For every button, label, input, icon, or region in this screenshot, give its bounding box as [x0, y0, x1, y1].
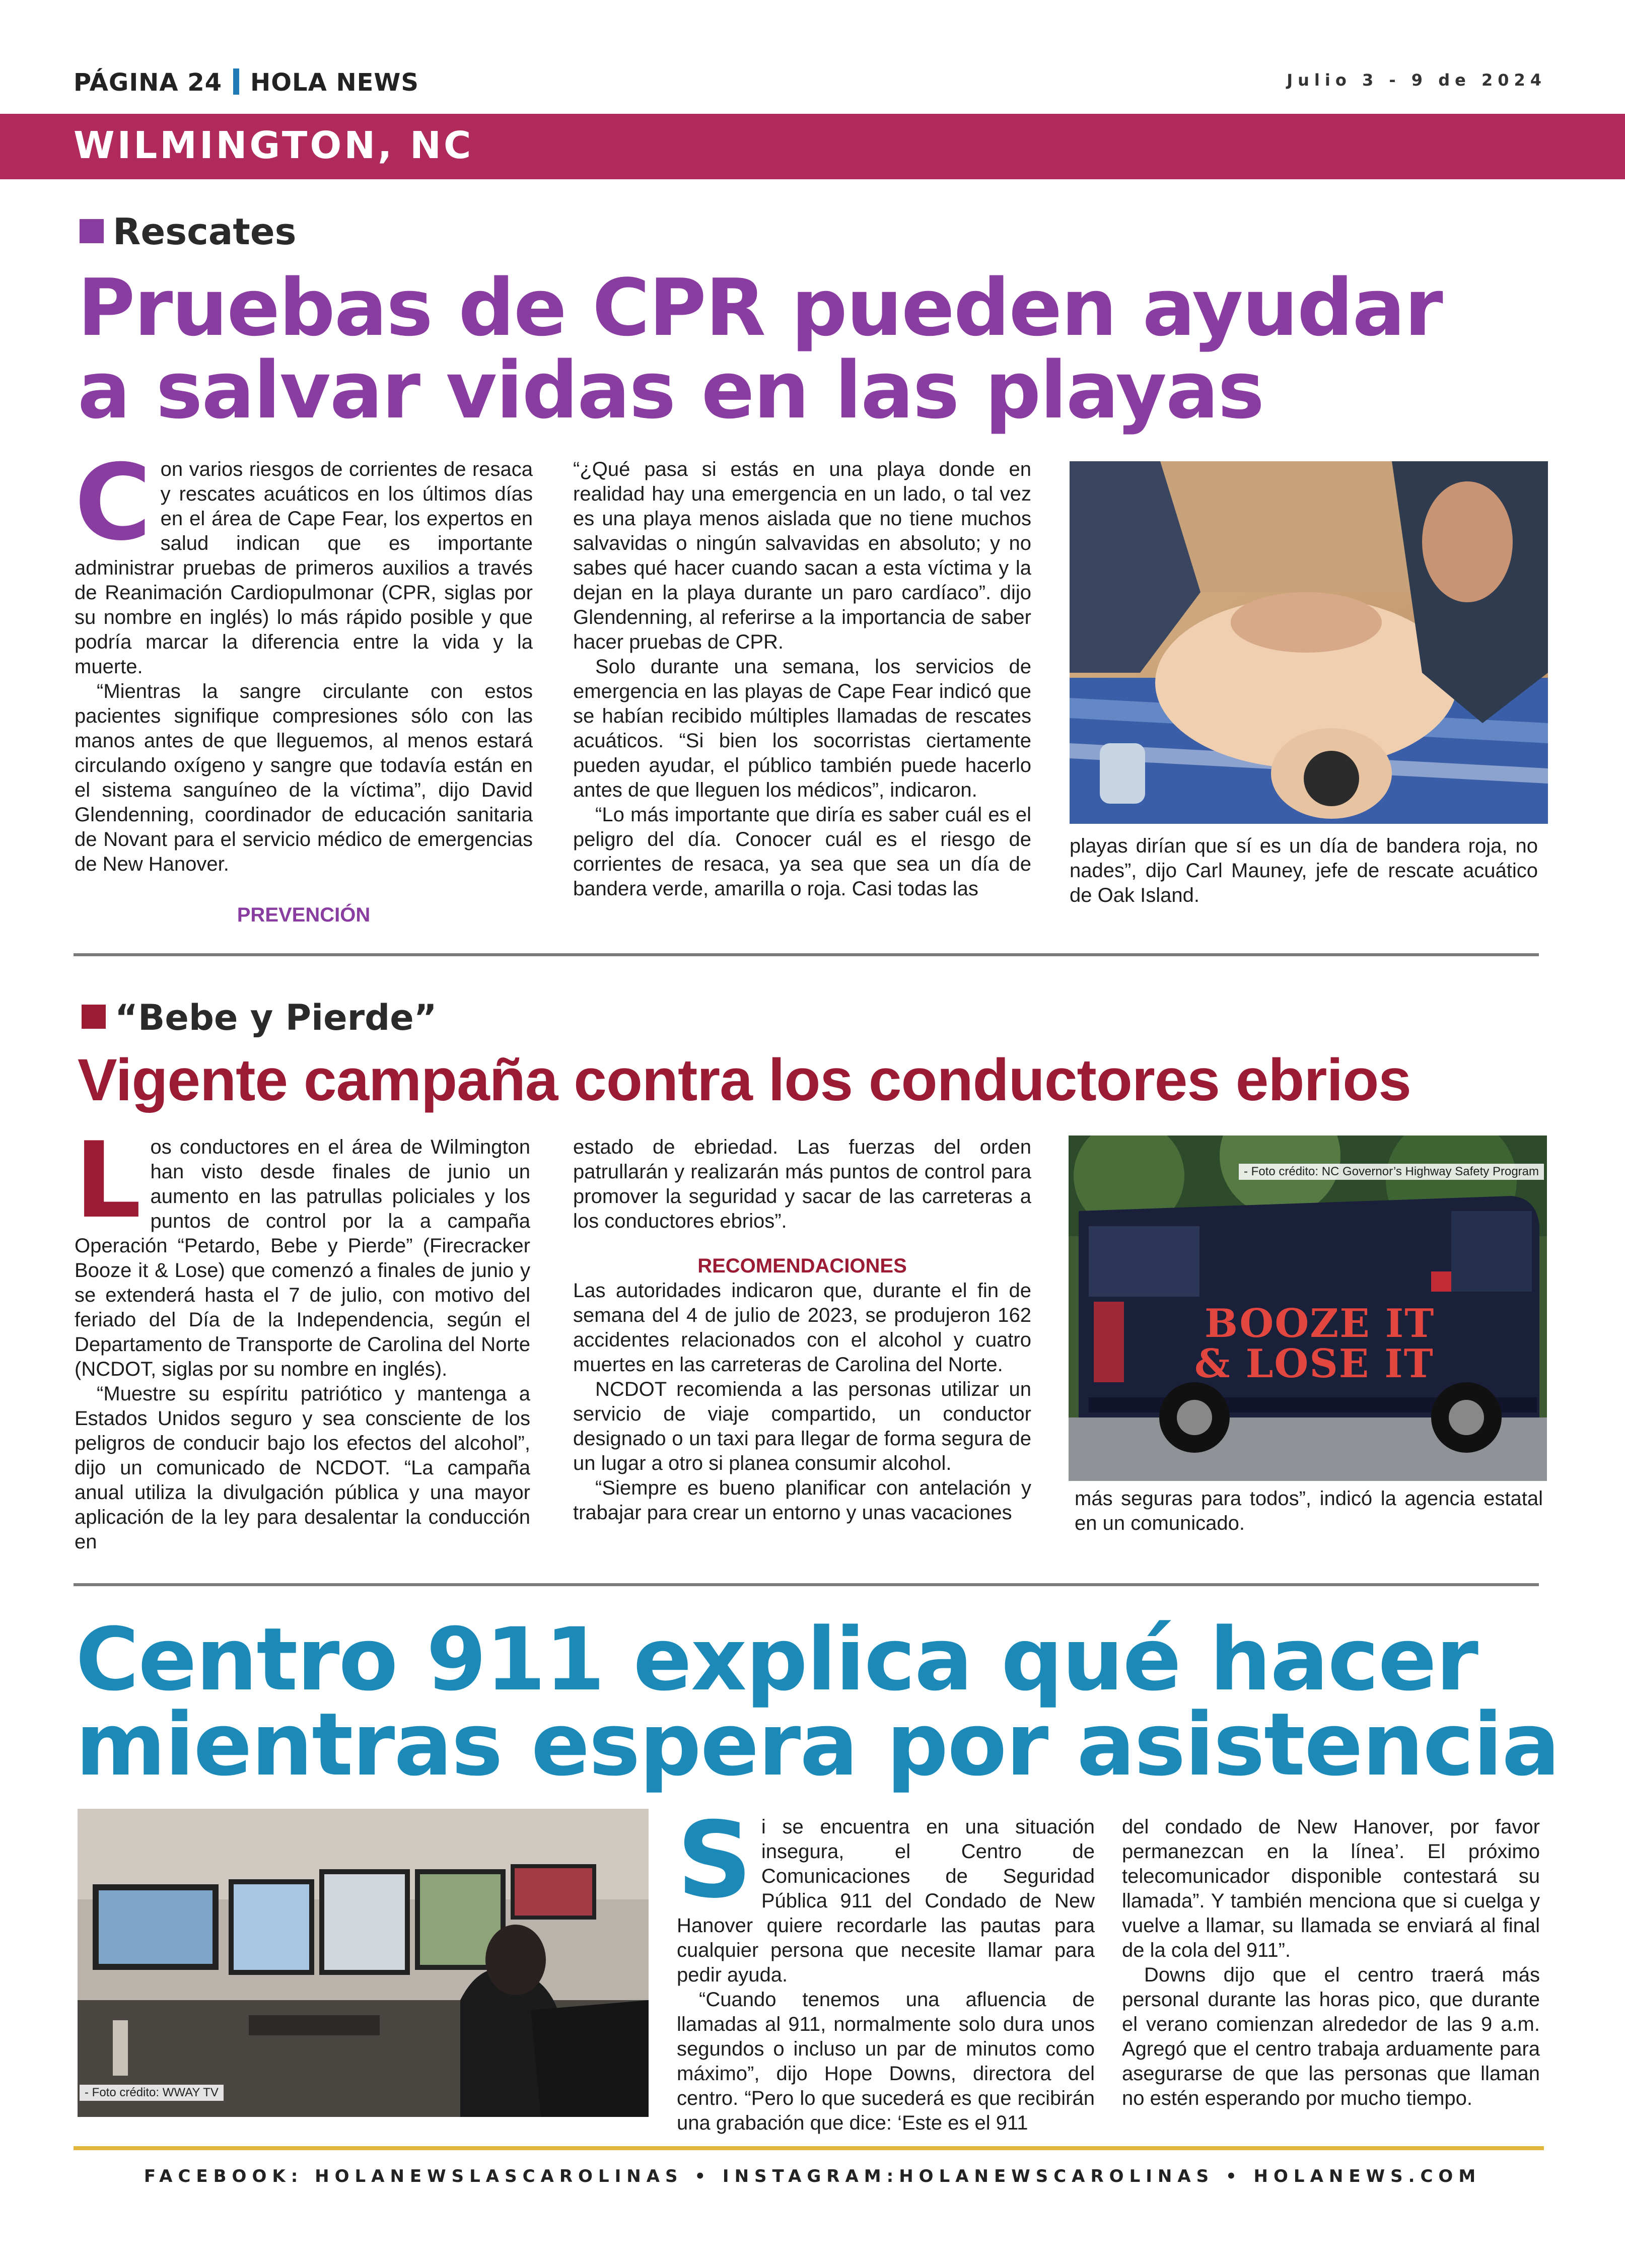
article3-paragraph: Downs dijo que el centro traerá más personal durante las horas pico, que durante el verano comienzan alrededor de las 9 a.m. Agregó que el centro trabaja arduamente para asegurarse de que las personas que llaman no estén esperando por mucho tiempo.	[1122, 1964, 1540, 2109]
article3-headline-line2: mientras espera por asistencia	[76, 1693, 1560, 1795]
article1-column1	[75, 442, 533, 928]
section-divider	[74, 953, 1539, 956]
issue-date: Julio 3 - 9 de 2024	[1287, 70, 1546, 90]
booze-it-bus-photo	[1069, 1136, 1547, 1481]
article2-paragraph: más seguras para todos”, indicó la agencia estatal en un comunicado.	[1075, 1487, 1543, 1534]
page-header	[74, 68, 419, 97]
article1-drop-cap: C	[75, 442, 152, 564]
article3-column2	[1122, 1815, 1540, 2111]
article1-headline-line2: a salvar vidas en las playas	[78, 344, 1264, 436]
article1-headline	[78, 262, 1442, 436]
footer-rule	[74, 2146, 1544, 2150]
article3-paragraph: del condado de New Hanover, por favor permanezcan en la línea’. El próximo telecomunicador disponible contestará su llamada”. Y también menciona que si cuelga y vuelve a llamar, su llamada se enviará al final de la cola del 911”.	[1122, 1816, 1540, 1961]
section-divider	[74, 1583, 1539, 1586]
article2-subhead: RECOMENDACIONES	[697, 1255, 907, 1277]
article2-drop-cap: L	[75, 1120, 142, 1242]
article3-headline	[76, 1609, 1560, 1795]
kicker-square-icon	[80, 219, 104, 243]
article2-paragraph: NCDOT recomienda a las personas utilizar un servicio de viaje compartido, un conductor designado o un taxi para llegar de forma segura de un lugar a otro si planea consumir alcohol.	[573, 1378, 1031, 1474]
article2-headline: Vigente campaña contra los conductores ebrios	[78, 1047, 1411, 1113]
article1-headline-line1: Pruebas de CPR pueden ayudar	[78, 262, 1442, 353]
article2-column3	[1075, 1486, 1543, 1536]
publication-name: HOLA NEWS	[250, 68, 419, 97]
section-title: WILMINGTON, NC	[74, 124, 474, 167]
article1-paragraph: on varios riesgos de corrientes de resaca y rescates acuáticos en los últimos días en el área de Cape Fear, los expertos en salud indican que es importante administrar pruebas de primeros auxilios a través de Reanimación Cardiopulmonar (CPR, siglas por su nombre en inglés) lo más rápido posible y que podría marcar la diferencia entre la vida y la muerte.	[75, 458, 533, 678]
article2-column2	[573, 1135, 1031, 1525]
article1-paragraph: “Lo más importante que diría es saber cuál es el peligro del día. Conocer cuál es el riesgo de corrientes de resaca, ya sea que sea un día de bandera verde, amarilla o roja. Casi todas las	[573, 804, 1031, 900]
article2-paragraph: “Siempre es bueno planificar con antelación y trabajar para crear un entorno y unas vacaciones	[573, 1477, 1031, 1524]
dispatch-center-photo	[78, 1809, 649, 2117]
article3-photo-credit: - Foto crédito: WWAY TV	[80, 2085, 224, 2101]
article3-paragraph: i se encuentra en una situación insegura, el Centro de Comunicaciones de Seguridad Pública 911 del Condado de New Hanover quiere recordarle las pautas para cualquier persona que necesite llamar para pedir ayuda.	[677, 1816, 1095, 1986]
article2-column1	[75, 1120, 530, 1554]
article3-headline-line1: Centro 911 explica qué hacer	[76, 1609, 1477, 1710]
article2-paragraph: Las autoridades indicaron que, durante el fin de semana del 4 de julio de 2023, se produjeron 162 accidentes relacionados con el alcohol y cuatro muertes en las carreteras de Carolina del Norte.	[573, 1280, 1031, 1376]
cpr-training-photo	[1070, 461, 1548, 824]
article1-paragraph: “Mientras la sangre circulante con estos pacientes signifique compresiones sólo con las manos antes de que lleguemos, al menos estará circulando oxígeno y sangre que todavía están en el sistema sanguíneo de la víctima”, dijo David Glendenning, coordinador de educación sanitaria de Novant para el servicio médico de emergencias de New Hanover.	[75, 680, 533, 875]
article2-paragraph: os conductores en el área de Wilmington han visto desde finales de junio un aumento en las patrullas policiales y los puntos de control por la a campaña Operación “Petardo, Bebe y Pierde” (Firecracker Booze it & Lose) que comenzó a finales de junio y se extenderá hasta el 7 de julio, con motivo del feriado del Día de la Independencia, según el Departamento de Transporte de Carolina del Norte (NCDOT, siglas por su nombre en inglés).	[75, 1136, 530, 1380]
article3-paragraph: “Cuando tenemos una afluencia de llamadas al 911, normalmente solo dura unos segundos o incluso un par de minutos como máximo”, dijo Hope Downs, directora del centro. “Pero lo que sucederá es que recibirán una grabación que dice: ‘Este es el 911	[677, 1989, 1095, 2134]
article2-kicker-text: “Bebe y Pierde”	[115, 997, 437, 1038]
article1-column2	[573, 457, 1031, 901]
article1-paragraph: playas dirían que sí es un día de bandera roja, no nades”, dijo Carl Mauney, jefe de rescate acuático de Oak Island.	[1070, 835, 1538, 906]
article1-paragraph: Solo durante una semana, los servicios de emergencia en las playas de Cape Fear indicó que se habían recibido múltiples llamadas de rescates acuáticos. “Si bien los socorristas ciertamente pueden ayudar, el público también puede hacerlo antes de que lleguen los médicos”, indicaron.	[573, 656, 1031, 801]
article1-subhead: PREVENCIÓN	[237, 904, 371, 926]
article2-photo-credit: - Foto crédito: NC Governor’s Highway Safety Program	[1239, 1164, 1544, 1180]
article1-kicker-text: Rescates	[113, 210, 297, 253]
article3-column1	[677, 1800, 1095, 2136]
footer-social-links: FACEBOOK: HOLANEWSLASCAROLINAS • INSTAGRAM:HOLANEWSCAROLINAS • HOLANEWS.COM	[144, 2166, 1481, 2186]
page-number: PÁGINA 24	[74, 68, 223, 97]
kicker-square-icon	[82, 1005, 106, 1029]
header-divider	[233, 68, 239, 95]
article1-paragraph: “¿Qué pasa si estás en una playa donde en realidad hay una emergencia en un lado, o tal vez es una playa menos aislada que no tiene muchos salvavidas o ningún salvavidas en absoluto; y no sabes qué hacer cuando sacan a esta víctima y la dejan en la playa durante un paro cardíaco”. dijo Glendenning, al referirse a la importancia de saber hacer pruebas de CPR.	[573, 458, 1031, 653]
article1-column3	[1070, 834, 1538, 908]
article2-paragraph: estado de ebriedad. Las fuerzas del orden patrullarán y realizarán más puntos de control para promover la seguridad y sacar de las carreteras a los conductores ebrios”.	[573, 1136, 1031, 1232]
article2-kicker	[82, 997, 437, 1038]
article3-drop-cap: S	[677, 1800, 752, 1922]
article1-kicker	[80, 210, 297, 253]
bus-text-line2: & LOSE IT	[1194, 1341, 1434, 1387]
article2-paragraph: “Muestre su espíritu patriótico y mantenga a Estados Unidos seguro y sea consciente de los peligros de conducir bajo los efectos del alcohol”, dijo un comunicado de NCDOT. “La campaña anual utiliza la divulgación pública y una mayor aplicación de la ley para desalentar la conducción en	[75, 1383, 530, 1553]
bus-text-line1: BOOZE IT	[1205, 1301, 1435, 1346]
